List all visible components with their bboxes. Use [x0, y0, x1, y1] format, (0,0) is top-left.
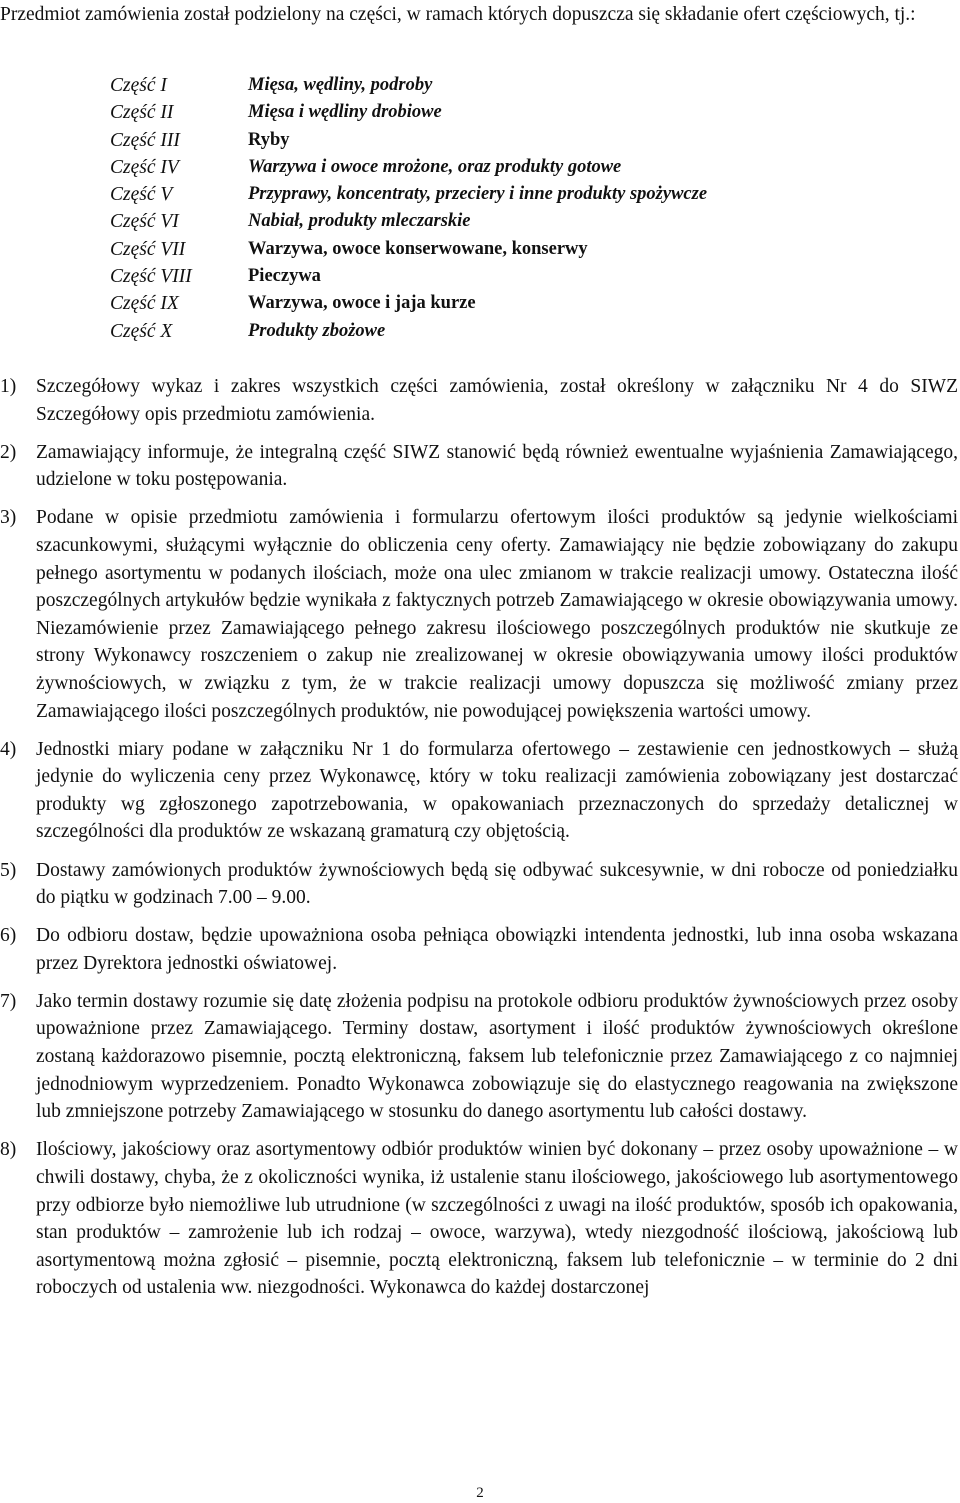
- list-item: [0, 736, 958, 846]
- item-text: Dostawy zamówionych produktów żywnościowych będą się odbywać sukcesywnie, w dni robocze od poniedziałku do piątku w godzinach 7.00 – 9.00.: [36, 859, 958, 909]
- item-text: Zamawiający informuje, że integralną część SIWZ stanowić będą również ewentualne wyjaśnienia Zamawiającego, udzielone w toku postępowania.: [36, 441, 958, 491]
- part-label: Część IX: [110, 293, 179, 315]
- part-row: [110, 208, 870, 235]
- part-label: Część III: [110, 129, 180, 151]
- intro-paragraph: Przedmiot zamówienia został podzielony na części, w ramach których dopuszcza się składanie ofert częściowych, tj.:: [0, 4, 916, 25]
- part-row: [110, 72, 870, 99]
- part-label: Część IV: [110, 156, 179, 178]
- part-row: [110, 127, 870, 154]
- part-name: Pieczywa: [248, 266, 321, 287]
- item-text: Podane w opisie przedmiotu zamówienia i formularzu ofertowym ilości produktów są jedynie wielkościami szacunkowymi, służącymi wyłącznie do obliczenia ceny oferty. Zamawiający nie będzie zobowiązany do zakupu pełnego asortymentu w podanych ilościach, może ona ulec zmianom w trakcie realizacji umowy. Ostateczna ilość poszczególnych artykułów będzie wynikała z faktycznych potrzeb Zamawiającego w okresie obowiązywania umowy. Niezamówienie przez Zamawiającego pełnego zakresu ilościowego poszczególnych produktów nie skutkuje ze strony Wykonawcy roszczeniem o zakup nie zrealizowanej w okresie obowiązywania umowy ilości produktów żywnościowych, w związku z tym, że w trakcie realizacji umowy dopuszcza się możliwość zmiany przez Zamawiającego ilości poszczególnych produktów, nie powodującej powiększenia wartości umowy.: [36, 507, 958, 722]
- part-label: Część II: [110, 102, 174, 124]
- part-row: [110, 181, 870, 208]
- item-text: Ilościowy, jakościowy oraz asortymentowy odbiór produktów winien być dokonany – przez osoby upoważnione – w chwili dostawy, chyba, że z okoliczności wynika, iż ustalenie stanu ilościowego, jakościowego lub asortymentowego przy odbiorze było niemożliwe lub utrudnione (w szczególności z uwagi na ilość produktów, sposób ich opakowania, stan produktów – zamrożenie lub ich rodzaj – owoce, warzywa), wtedy niezgodność ilościową, jakościową lub asortymentową można zgłosić – pisemnie, pocztą elektroniczną, faksem lub telefonicznie – w terminie do 2 dni roboczych od ustalenia ww. niezgodności. Wykonawca do każdej dostarczonej: [36, 1139, 958, 1299]
- item-number: 6): [0, 925, 17, 947]
- part-name: Mięsa i wędliny drobiowe: [248, 102, 442, 123]
- part-name: Mięsa, wędliny, podroby: [248, 75, 433, 95]
- part-name: Warzywa, owoce konserwowane, konserwy: [248, 238, 588, 259]
- part-label: Część VIII: [110, 266, 192, 288]
- item-number: 1): [0, 376, 17, 397]
- item-text: Szczegółowy wykaz i zakres wszystkich części zamówienia, został określony w załączniku Nr 4 do SIWZ Szczegółowy opis przedmiotu zamówienia.: [36, 376, 958, 425]
- part-label: Część VI: [110, 211, 179, 233]
- part-row: [110, 99, 870, 126]
- part-name: Przyprawy, koncentraty, przeciery i inne produkty spożywcze: [248, 184, 708, 205]
- part-row: [110, 236, 870, 263]
- part-label: Część V: [110, 184, 173, 206]
- parts-list: [110, 72, 870, 345]
- item-text: Do odbioru dostaw, będzie upoważniona osoba pełniąca obowiązki intendenta jednostki, lub inna osoba wskazana przez Dyrektora jednostki oświatowej.: [36, 925, 958, 974]
- item-number: 5): [0, 859, 17, 881]
- item-text: Jako termin dostawy rozumie się datę złożenia podpisu na protokole odbioru produktów żywnościowych przez osoby upoważnione przez Zamawiającego. Terminy dostaw, asortyment i ilość produktów żywnościowych określone zostaną każdorazowo pisemnie, pocztą elektroniczną, faksem lub telefonicznie przez Zamawiającego z co najmniej jednodniowym wyprzedzeniem. Ponadto Wykonawca zobowiązuje się do elastycznego reagowania na zwiększone lub zmniejszone potrzeby Zamawiającego w stosunku do danego asortymentu lub całości dostawy.: [36, 990, 958, 1123]
- list-item: [0, 857, 958, 912]
- list-item: [0, 439, 958, 494]
- part-name: Nabiał, produkty mleczarskie: [248, 211, 471, 232]
- part-label: Część I: [110, 75, 167, 96]
- part-name: Produkty zbożowe: [248, 320, 386, 341]
- part-label: Część X: [110, 320, 173, 342]
- item-text: Jednostki miary podane w załączniku Nr 1 do formularza ofertowego – zestawienie cen jednostkowych – służą jedynie do wyliczenia ceny przez Wykonawcę, który w toku realizacji zamówienia zobowiązany jest dostarczać produkty wg zgłoszonego zapotrzebowania, w opakowaniach przeznaczonych do sprzedaży detalicznej w szczególności dla produktów ze wskazaną gramaturą czy objętością.: [36, 738, 958, 843]
- item-number: 4): [0, 738, 17, 760]
- part-row: [110, 290, 870, 317]
- item-number: 2): [0, 441, 17, 463]
- item-number: 8): [0, 1139, 17, 1161]
- part-row: [110, 318, 870, 345]
- part-row: [110, 154, 870, 181]
- list-item: [0, 504, 958, 725]
- part-name: Ryby: [248, 129, 290, 150]
- item-number: 3): [0, 507, 17, 529]
- part-name: Warzywa, owoce i jaja kurze: [248, 293, 476, 314]
- numbered-items: [0, 373, 958, 1312]
- list-item: [0, 988, 958, 1126]
- part-row: [110, 263, 870, 290]
- list-item: [0, 373, 958, 428]
- list-item: [0, 1136, 958, 1302]
- page-number: 2: [476, 1485, 484, 1501]
- part-name: Warzywa i owoce mrożone, oraz produkty gotowe: [248, 156, 622, 177]
- list-item: [0, 922, 958, 977]
- part-label: Część VII: [110, 238, 186, 260]
- item-number: 7): [0, 990, 17, 1012]
